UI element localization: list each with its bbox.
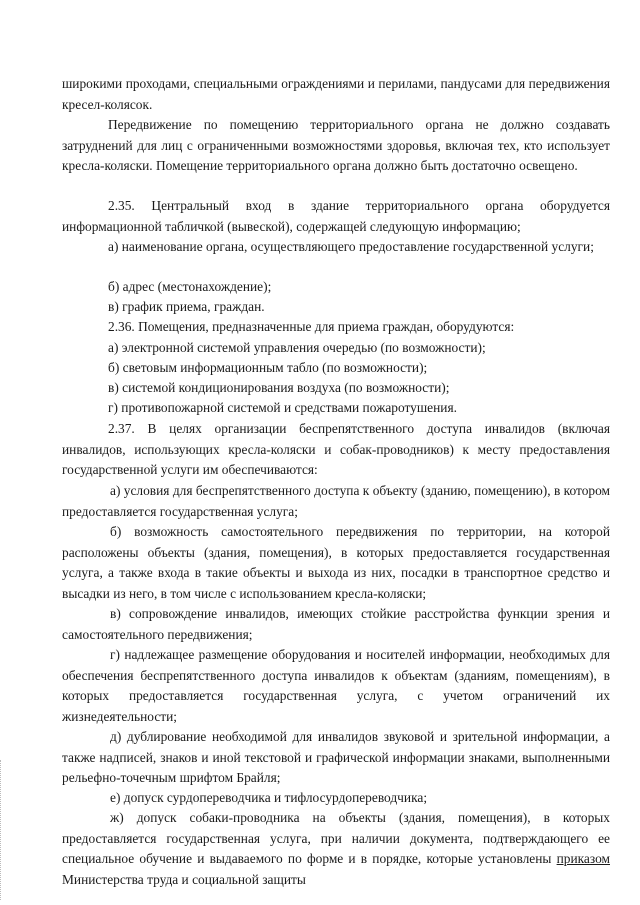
list-item-c-escort: в) сопровождение инвалидов, имеющих стойкие расстройства функции зрения и самостоятельного передвижения; — [62, 606, 610, 642]
paragraph-2-36: 2.36. Помещения, предназначенные для приема граждан, оборудуются: — [108, 319, 515, 334]
list-item-a-queue: а) электронной системой управления очередью (по возможности); — [108, 340, 486, 355]
list-item-e-duplication: д) дублирование необходимой для инвалидов звуковой и зрительной информации, а также надписей, знаков и иной текстовой и графической информации знаками, выполненными рельефно-точечным шрифтом Брайля; — [62, 729, 610, 786]
paragraph-movement: Передвижение по помещению территориального органа не должно создавать затруднений для лиц с ограниченными возможностями здоровья, включая тех, кто использует кресла-коляски. Помещение территориального органа должно быть достаточно освещено. — [62, 117, 610, 174]
list-item-a-access: а) условия для беспрепятственного доступа к объекту (зданию, помещению), в котором предоставляется государственная услуга; — [62, 483, 610, 519]
list-item-a-name: а) наименование органа, осуществляющего предоставление государственной услуги; — [108, 239, 594, 254]
guide-dog-text-start: ж) допуск собаки-проводника на объекты (здания, помещения), в которых предоставляется государственная услуга, при наличии документа, подтверждающего ее специальное обучение и выдаваемого по форме и в порядке, которые установлены — [62, 810, 610, 867]
list-item-c-conditioning: в) системой кондиционирования воздуха (по возможности); — [108, 380, 450, 395]
paragraph-2-37: 2.37. В целях организации беспрепятственного доступа инвалидов (включая инвалидов, использующих кресла-коляски и собак-проводников) к месту предоставления государственной услуги им обеспечиваются: — [62, 421, 610, 478]
guide-dog-text-end: Министерства труда и социальной защиты — [62, 871, 306, 887]
list-item-b-display: б) световым информационным табло (по возможности); — [108, 360, 428, 375]
paragraph-2-35: 2.35. Центральный вход в здание территориального органа оборудуется информационной табличкой (вывеской), содержащей следующую информацию; — [62, 198, 610, 234]
scan-edge-mark — [0, 760, 3, 900]
order-link[interactable]: приказом — [556, 851, 610, 867]
list-item-c-schedule: в) график приема, граждан. — [108, 299, 265, 314]
paragraph-ramps: широкими проходами, специальными ограждениями и перилами, пандусами для передвижения кресел-колясок. — [62, 76, 610, 112]
list-item-f-interpreter: е) допуск сурдопереводчика и тифлосурдопереводчика; — [110, 790, 428, 805]
list-item-d-equipment: г) надлежащее размещение оборудования и носителей информации, необходимых для обеспечения беспрепятственного доступа инвалидов к объектам (зданиям, помещениям), в которых предоставляется государственная услуга, с учетом ограничений их жизнедеятельности; — [62, 647, 610, 724]
list-item-b-movement: б) возможность самостоятельного передвижения по территории, на которой расположены объекты (здания, помещения), в которых предоставляется государственная услуга, а также входа в такие объекты и выхода из них, посадки в транспортное средство и высадки из него, в том числе с использованием кресла-коляски; — [62, 524, 610, 601]
list-item-g-guide-dog — [62, 808, 610, 890]
list-item-d-fire: г) противопожарной системой и средствами пожаротушения. — [108, 400, 457, 415]
list-item-b-address: б) адрес (местонахождение); — [108, 279, 272, 294]
